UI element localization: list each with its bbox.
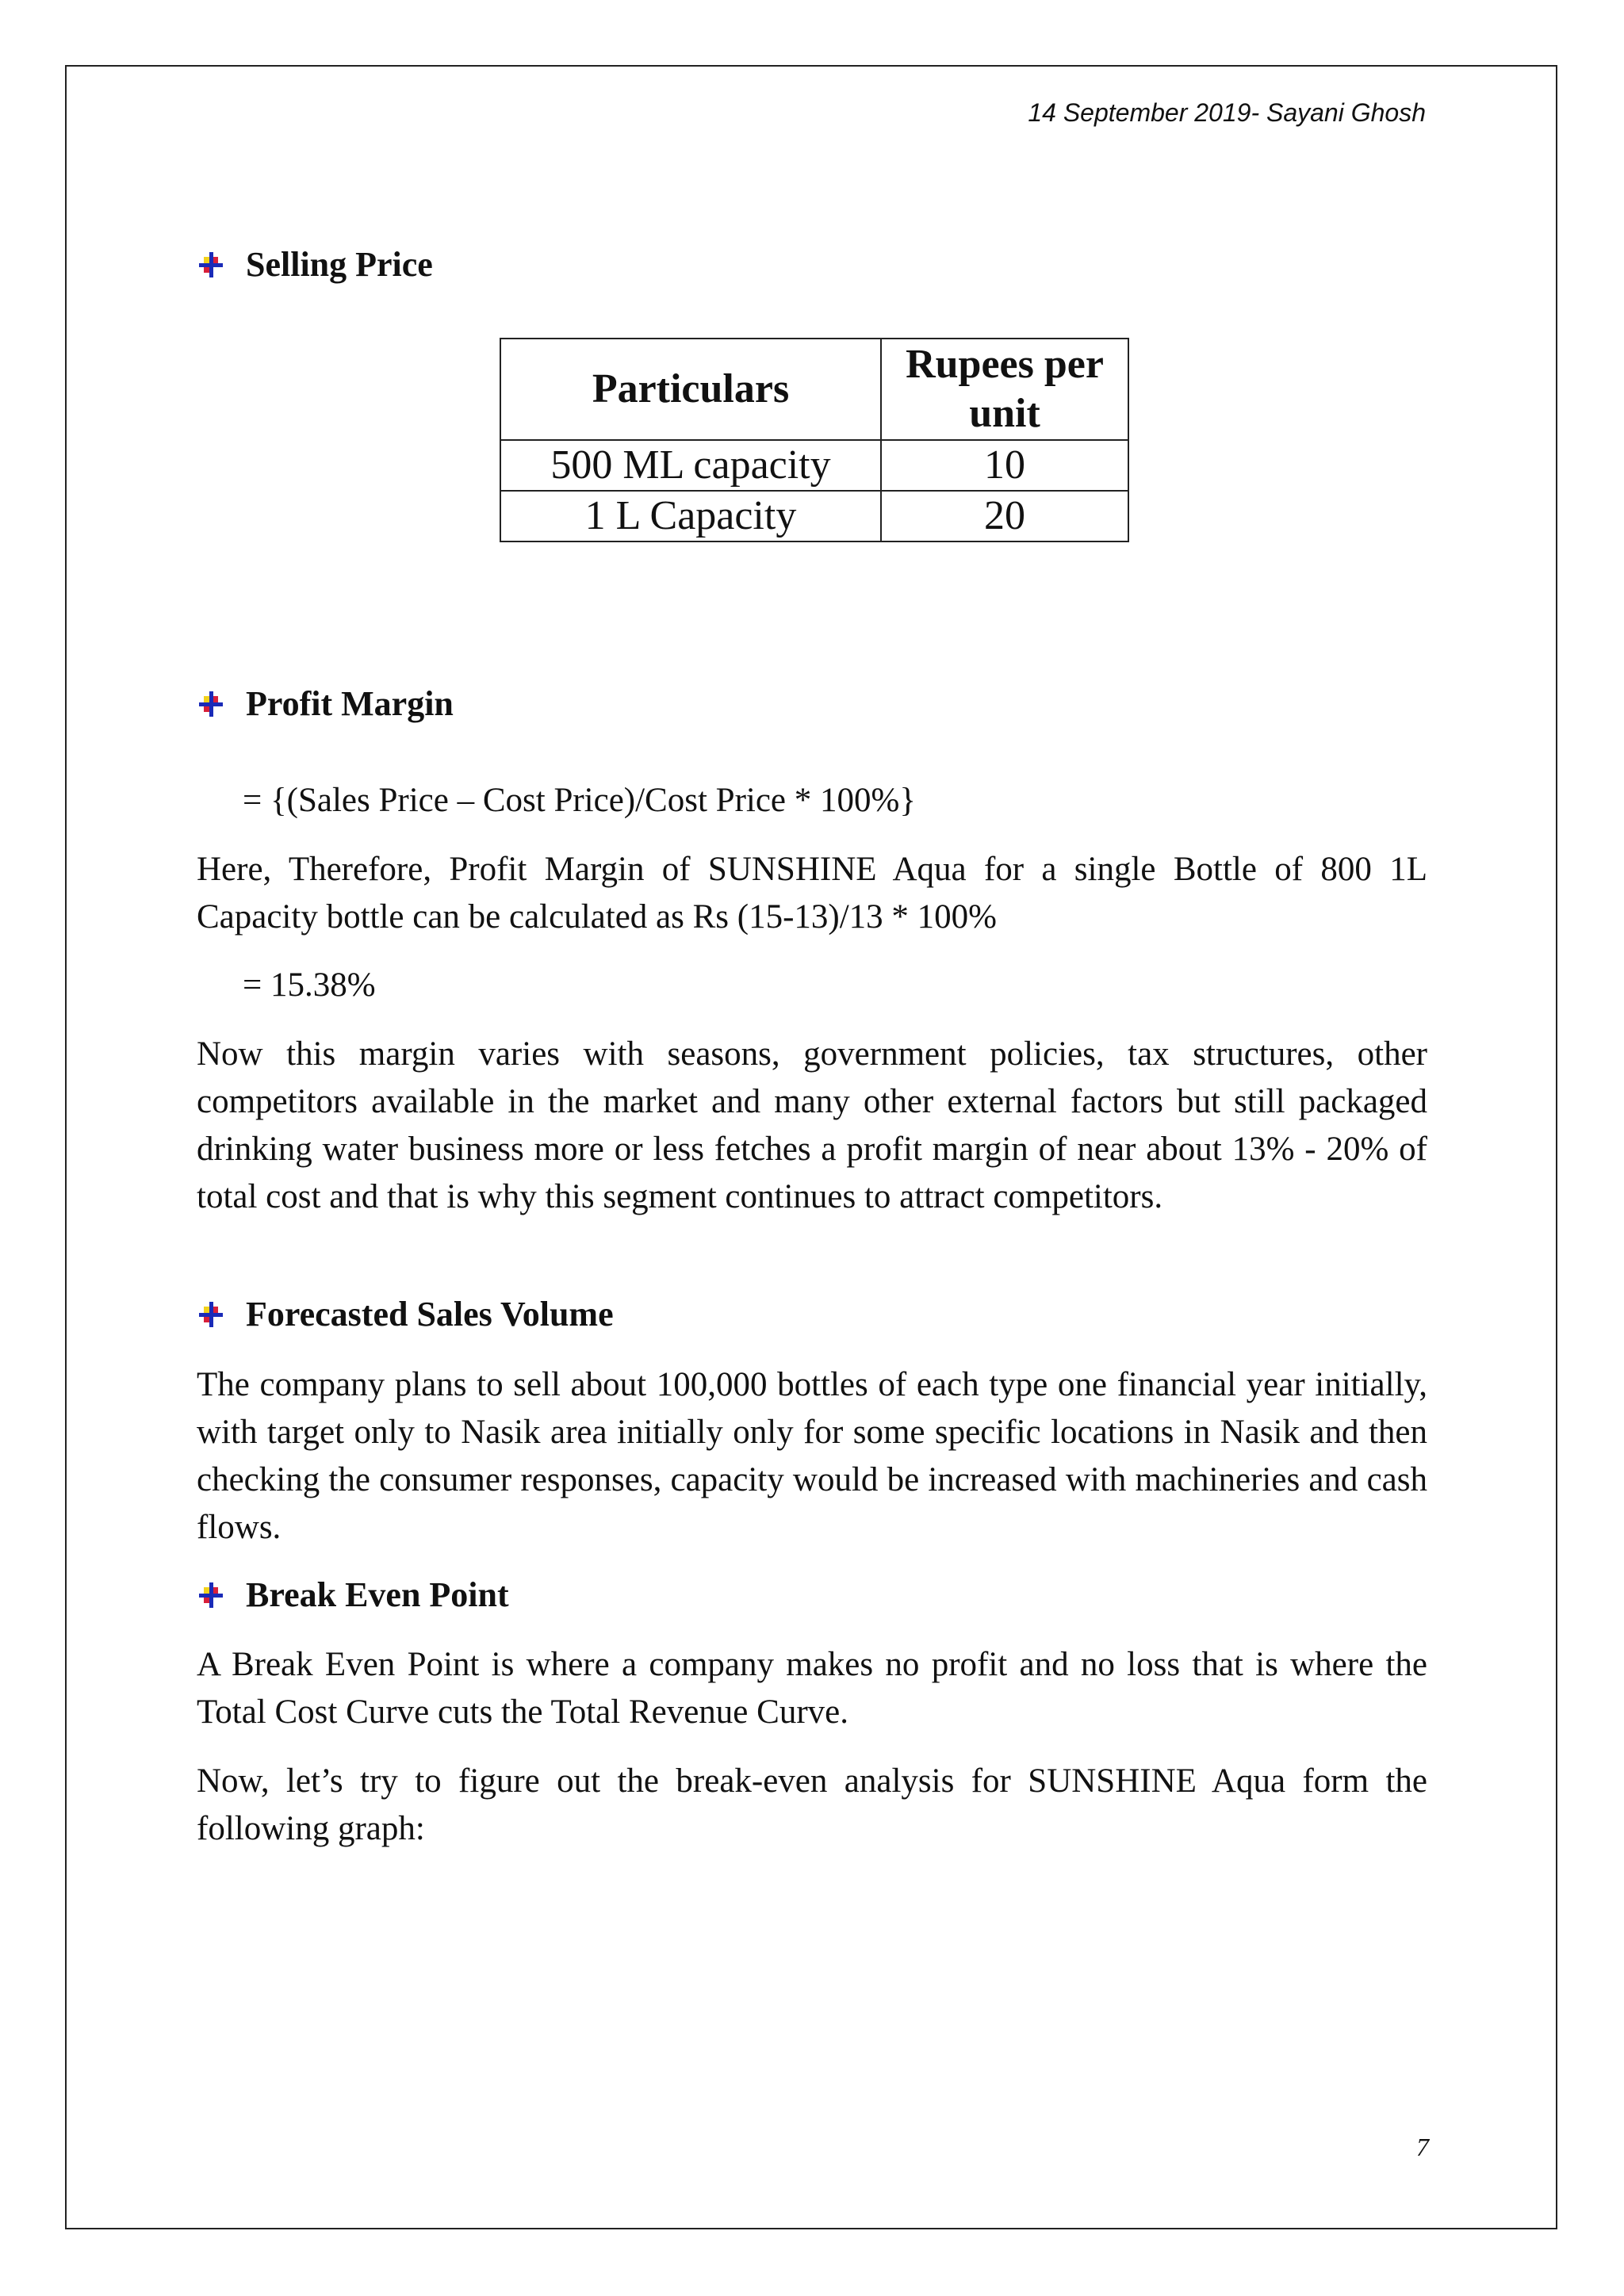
table-header-cell: Particulars xyxy=(500,339,881,440)
page-number: 7 xyxy=(1416,2133,1429,2161)
table-cell: 10 xyxy=(881,440,1128,491)
heading-label: Profit Margin xyxy=(246,684,454,723)
profit-result: = 15.38% xyxy=(243,966,376,1004)
profit-note: Now this margin varies with seasons, government policies, tax structures, other competitors available in the market and many other external factors but still packaged drinking water business more or less fetches a profit margin of near about 13% - 20% of total cost and that is why this segment continues to attract competitors. xyxy=(197,1035,1427,1215)
heading-break-even xyxy=(197,1575,509,1615)
table-header-row xyxy=(500,339,1128,440)
arrow-bullet-icon xyxy=(197,251,225,279)
heading-forecasted-sales xyxy=(197,1294,614,1334)
heading-label: Selling Price xyxy=(246,245,433,284)
table-cell: 500 ML capacity xyxy=(500,440,881,491)
table-row xyxy=(500,440,1128,491)
table-header-cell: Rupees per unit xyxy=(881,339,1128,440)
profit-explanation: Here, Therefore, Profit Margin of SUNSHINE Aqua for a single Bottle of 800 1L Capacity bottle can be calculated as Rs (15-13)/13 * 100% xyxy=(197,851,1427,936)
break-even-definition: A Break Even Point is where a company makes no profit and no loss that is where the Total Cost Curve cuts the Total Revenue Curve. xyxy=(197,1646,1427,1731)
selling-price-table xyxy=(500,338,1129,542)
profit-formula: = {(Sales Price – Cost Price)/Cost Price * 100%} xyxy=(243,782,916,819)
break-even-intro: Now, let’s try to figure out the break-even analysis for SUNSHINE Aqua form the following graph: xyxy=(197,1762,1427,1847)
heading-selling-price xyxy=(197,244,433,285)
table-cell: 1 L Capacity xyxy=(500,491,881,541)
table-row xyxy=(500,491,1128,541)
arrow-bullet-icon xyxy=(197,1581,225,1609)
forecast-paragraph: The company plans to sell about 100,000 bottles of each type one financial year initially, with target only to Nasik area initially only for some specific locations in Nasik and then checking the consumer responses, capacity would be increased with machineries and cash flows. xyxy=(197,1366,1427,1546)
arrow-bullet-icon xyxy=(197,690,225,718)
table-cell: 20 xyxy=(881,491,1128,541)
heading-label: Break Even Point xyxy=(246,1575,509,1614)
arrow-bullet-icon xyxy=(197,1300,225,1329)
page-header: 14 September 2019- Sayani Ghosh xyxy=(1028,98,1426,127)
heading-label: Forecasted Sales Volume xyxy=(246,1295,614,1334)
heading-profit-margin xyxy=(197,683,454,724)
